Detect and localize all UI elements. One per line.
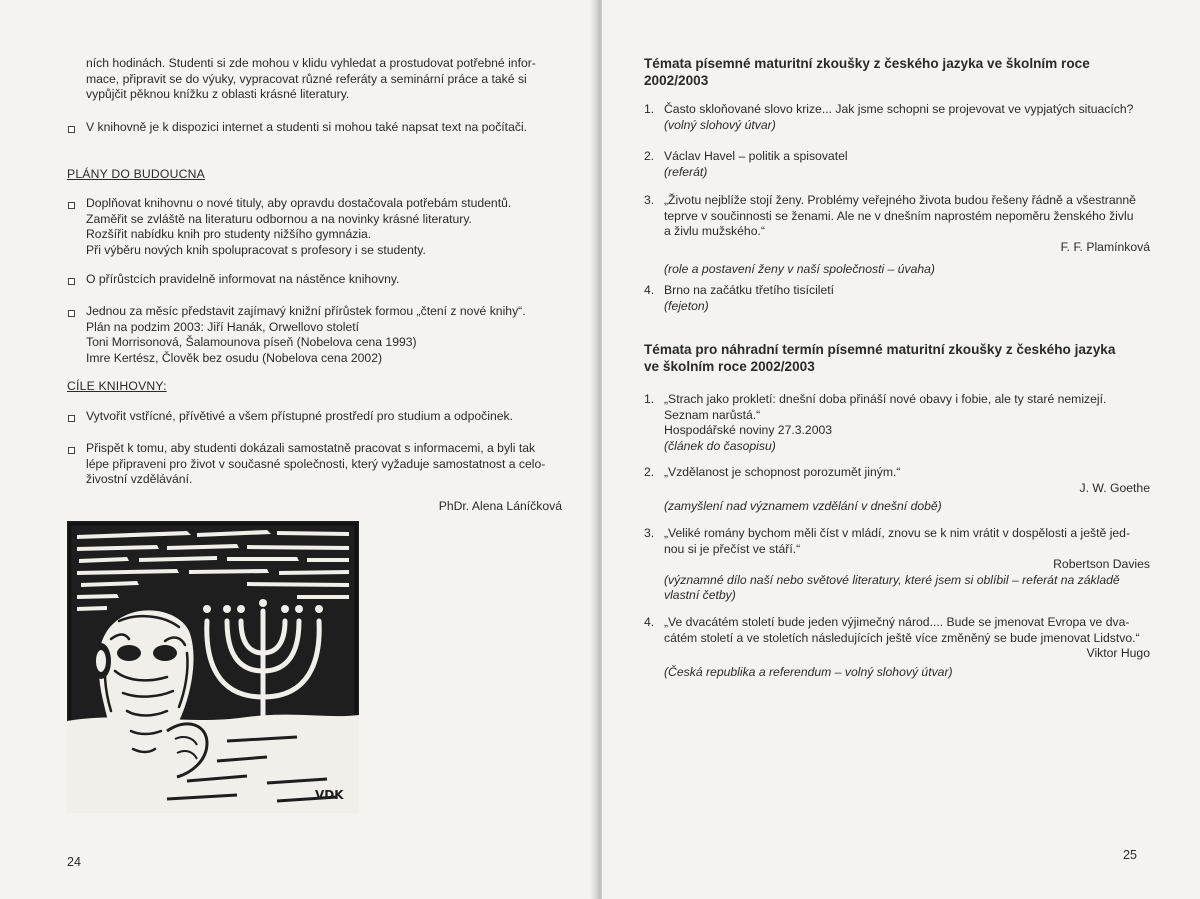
checkbox-bullet-icon	[68, 447, 75, 454]
plan-item: O přírůstcích pravidelně informovat na nástěnce knihovny.	[86, 272, 400, 286]
topic-item	[664, 526, 1150, 604]
page-number-left: 24	[67, 855, 81, 869]
genre: (role a postavení ženy v naší společnosti – úvaha)	[664, 262, 935, 277]
text-line: Plán na podzim 2003: Jiří Hanák, Orwellovo století	[86, 319, 359, 334]
topic-item	[664, 392, 1150, 454]
text-line: Imre Kertész, Člověk bez osudu (Nobelova cena 2002)	[86, 350, 383, 365]
quote-author: F. F. Plamínková	[1060, 239, 1150, 254]
item-number: 4.	[644, 615, 655, 629]
text-line: Zaměřit se zvláště na literaturu odbornou a na novinky krásné literatury.	[86, 211, 472, 226]
title-line: 2002/2003	[644, 73, 709, 88]
plan-item	[86, 196, 566, 258]
text-line: nou si je přečíst ve stáří.“	[664, 541, 801, 556]
title-line: ve školním roce 2002/2003	[644, 359, 815, 374]
goal-item: Vytvořit vstřícné, přívětivé a všem přístupné prostředí pro studium a odpočinek.	[86, 409, 513, 423]
genre: (Česká republika a referendum – volný slohový útvar)	[664, 664, 953, 679]
checkbox-bullet-icon	[68, 415, 75, 422]
section2-title	[644, 341, 1164, 375]
text-line: „Vzdělanost je schopnost porozumět jiným.“	[664, 465, 901, 479]
checkbox-bullet-icon	[68, 126, 75, 133]
text-line: Seznam narůstá.“	[664, 407, 761, 422]
text-line: „Veliké romány bychom měli číst v mládí, znovu se k nim vrátit v dospělosti a ještě jed-	[664, 526, 1131, 540]
topic-item	[664, 283, 1164, 314]
genre: (fejeton)	[664, 298, 709, 313]
genre: (volný slohový útvar)	[664, 117, 776, 132]
text-line: Jednou za měsíc představit zajímavý knižní přírůstek formou „čtení z nové knihy“.	[86, 304, 526, 318]
topic-item	[664, 102, 1164, 133]
intro-paragraph	[86, 56, 564, 103]
topic-item	[664, 149, 1164, 180]
woodcut-illustration	[67, 521, 359, 813]
quote-author: J. W. Goethe	[1079, 480, 1150, 495]
topic-item	[664, 615, 1150, 680]
title-line: Témata písemné maturitní zkoušky z českého jazyka ve školním roce	[644, 56, 1090, 71]
plan-item	[86, 304, 566, 366]
item-number: 2.	[644, 149, 655, 163]
genre-line: (významné dílo naší nebo světové literatury, které jsem si oblíbil – referát na základě	[664, 572, 1120, 587]
genre: (referát)	[664, 164, 708, 179]
item-number: 4.	[644, 283, 655, 297]
genre-line: vlastní četby)	[664, 588, 736, 603]
internet-note: V knihovně je k dispozici internet a studenti si mohou také napsat text na počítači.	[86, 120, 528, 134]
text-line: Toni Morrisonová, Šalamounova píseň (Nobelova cena 1993)	[86, 335, 417, 350]
quote-author: Viktor Hugo	[1086, 646, 1150, 661]
section1-title	[644, 55, 1164, 89]
checkbox-bullet-icon	[68, 278, 75, 285]
text-line: lépe připraveni pro život v současné společnosti, který vyžaduje samostatnost a celo-	[86, 456, 546, 471]
text-line: a živlu mužského.“	[664, 224, 765, 239]
item-number: 3.	[644, 193, 655, 207]
text-line: mace, připravit se do výuky, vypracovat různé referáty a seminární práce a také si	[86, 71, 527, 86]
text-line: Často skloňované slovo krize... Jak jsme schopni se projevovat ve vypjatých situacích?	[664, 102, 1134, 116]
right-page	[602, 0, 1200, 899]
text-line: Rozšířit nabídku knih pro studenty nižšího gymnázia.	[86, 227, 372, 242]
goal-item	[86, 441, 566, 488]
quote-author: Robertson Davies	[1053, 557, 1150, 572]
item-number: 1.	[644, 102, 655, 116]
goals-heading: CÍLE KNIHOVNY:	[67, 379, 167, 393]
text-line: Václav Havel – politik a spisovatel	[664, 149, 848, 163]
text-line: Přispět k tomu, aby studenti dokázali samostatně pracovat s informacemi, a byli tak	[86, 441, 536, 455]
text-line: ních hodinách. Studenti si zde mohou v klidu vyhledat a prostudovat potřebné infor-	[86, 56, 536, 70]
text-line: „Strach jako prokletí: dnešní doba přináší nové obavy i fobie, ale ty staré nemizejí.	[664, 392, 1107, 406]
text-line: Doplňovat knihovnu o nové tituly, aby opravdu dostačovala potřebám studentů.	[86, 196, 512, 210]
text-line: vypůjčit pěknou knížku z oblasti krásné literatury.	[86, 87, 350, 102]
plans-heading: PLÁNY DO BUDOUCNA	[67, 167, 205, 181]
signature: PhDr. Alena Láníčková	[438, 499, 562, 513]
text-line: „Ve dvacátém století bude jeden výjimečný národ.... Bude se jmenovat Evropa ve dva-	[664, 615, 1130, 629]
item-number: 1.	[644, 392, 655, 406]
topic-item	[664, 193, 1150, 278]
text-line: cátém století a ve stoletích následujících ještě více změněný se bude jmenovat Lidstvo.“	[664, 630, 1140, 645]
text-line: Hospodářské noviny 27.3.2003	[664, 423, 833, 438]
text-line: „Životu nejblíže stojí ženy. Problémy veřejného života budou řešeny řádně a všestranně	[664, 193, 1136, 207]
title-line: Témata pro náhradní termín písemné maturitní zkoušky z českého jazyka	[644, 342, 1116, 357]
page-number-right: 25	[1123, 848, 1137, 862]
topic-item	[664, 465, 1150, 515]
genre: (článek do časopisu)	[664, 438, 776, 453]
checkbox-bullet-icon	[68, 310, 75, 317]
genre: (zamyšlení nad významem vzdělání v dnešní době)	[664, 499, 942, 514]
item-number: 3.	[644, 526, 655, 540]
text-line: teprve v součinnosti se ženami. Ale ne v dnešním naprostém nepoměru ženského živlu	[664, 208, 1134, 223]
text-line: Při výběru nových knih spolupracovat s profesory i se studenty.	[86, 242, 426, 257]
text-line: Brno na začátku třetího tisíciletí	[664, 283, 835, 297]
woodcut-monogram: VDK	[315, 788, 344, 802]
left-page	[0, 0, 598, 899]
checkbox-bullet-icon	[68, 202, 75, 209]
item-number: 2.	[644, 465, 655, 479]
text-line: živostní vzdělávání.	[86, 472, 193, 487]
